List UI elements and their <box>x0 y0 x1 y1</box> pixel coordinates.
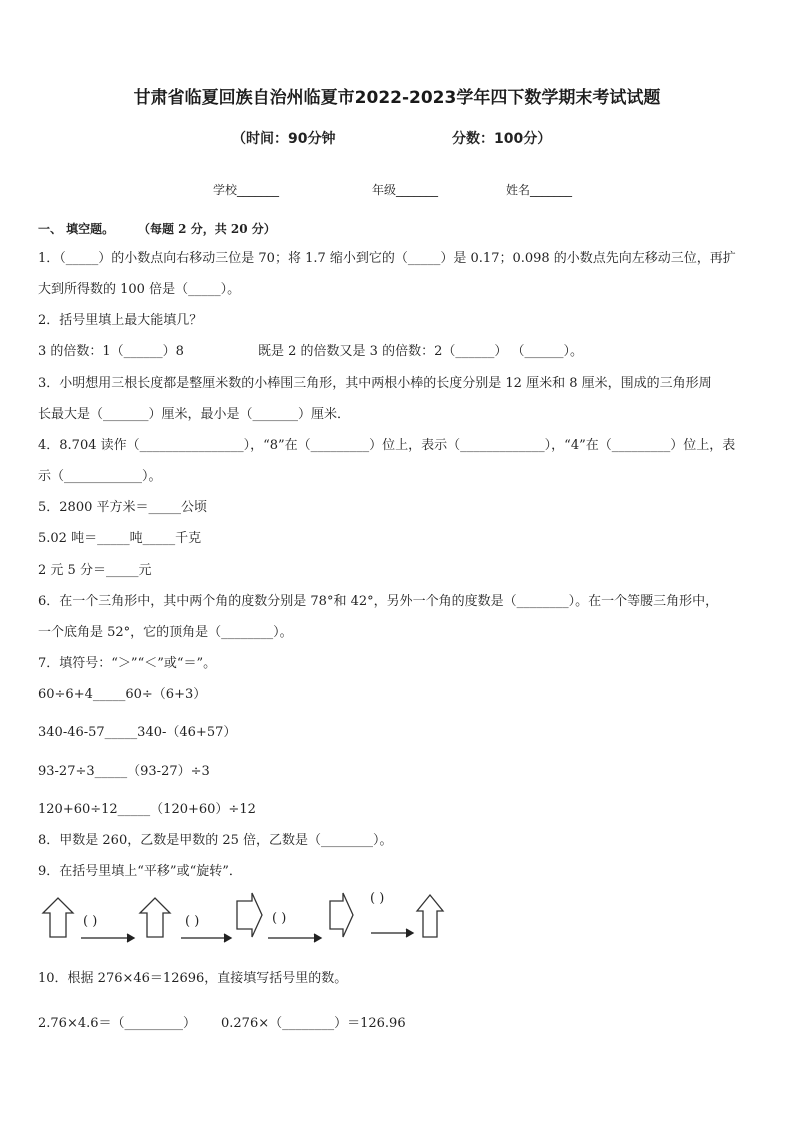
section-heading: 一、 填空题。 <box>38 222 115 236</box>
grade-field: 年级_______ <box>372 183 439 197</box>
right-arrow-head-3 <box>314 934 321 942</box>
page-title: 甘肃省临夏回族自治州临夏市2022-2023学年四下数学期末考试试题 <box>133 88 661 108</box>
question-2-part-a: 3 的倍数：1（______）8 <box>38 344 184 359</box>
question-5-line-1: 5．2800 平方米＝_____公顷 <box>38 500 207 515</box>
question-6-line-2: 一个底角是 52°，它的顶角是（________）。 <box>38 625 293 640</box>
question-7-item-1: 60÷6+4_____60÷（6+3） <box>38 687 207 702</box>
question-4-line-1: 4．8.704 读作（________________），“8”在（_________）位上，表示（_____________），“4”在（_________）位上，表 <box>38 438 736 453</box>
question-7-item-2: 340-46-57_____340-（46+57） <box>38 725 237 740</box>
question-2: 2．括号里填上最大能填几？ <box>38 313 203 328</box>
question-2-part-b: 既是 2 的倍数又是 3 的倍数：2（______） （______）。 <box>258 344 583 359</box>
question-10-part-a: 2.76×4.6＝（_________） <box>38 1016 197 1031</box>
right-arrow-head-1 <box>127 934 134 942</box>
q9-blank-1: ( ) <box>83 914 98 929</box>
question-7-item-4: 120+60÷12_____（120+60）÷12 <box>38 802 256 817</box>
exam-time: （时间：90分钟 <box>232 131 336 147</box>
name-field: 姓名_______ <box>506 183 573 197</box>
q9-blank-2: ( ) <box>185 914 200 929</box>
question-5-line-3: 2 元 5 分＝_____元 <box>38 563 152 578</box>
right-arrow-head-4 <box>406 929 413 937</box>
question-9: 9．在括号里填上“平移”或“旋转”． <box>38 864 242 879</box>
exam-score: 分数：100分） <box>452 131 552 147</box>
question-3-line-1: 3．小明想用三根长度都是整厘米数的小棒围三角形，其中两根小棒的长度分别是 12 厘米和 8 厘米，围成的三角形周 <box>38 376 712 391</box>
transform-figure <box>38 885 458 947</box>
right-arrow-shape-2 <box>330 893 353 937</box>
up-arrow-shape-2 <box>140 898 170 937</box>
up-arrow-shape-1 <box>43 898 73 937</box>
question-6-line-1: 6．在一个三角形中，其中两个角的度数分别是 78°和 42°，另外一个角的度数是（________）。在一个等腰三角形中， <box>38 594 719 609</box>
question-4-line-2: 示（____________）。 <box>38 469 162 484</box>
school-field: 学校_______ <box>213 183 280 197</box>
question-7-item-3: 93-27÷3_____（93-27）÷3 <box>38 764 210 779</box>
question-8: 8．甲数是 260，乙数是甲数的 25 倍，乙数是（________）。 <box>38 833 393 848</box>
question-1-line-1: 1．（_____）的小数点向右移动三位是 70；将 1.7 缩小到它的（_____）是 0.17；0.098 的小数点先向左移动三位，再扩 <box>38 251 736 266</box>
question-3-line-2: 长最大是（_______）厘米，最小是（_______）厘米． <box>38 407 351 422</box>
right-arrow-head-2 <box>224 934 231 942</box>
q9-blank-3: ( ) <box>272 911 287 926</box>
question-10: 10．根据 276×46＝12696，直接填写括号里的数。 <box>38 971 348 986</box>
question-10-part-b: 0.276×（________）＝126.96 <box>221 1016 406 1031</box>
question-1-line-2: 大到所得数的 100 倍是（_____）。 <box>38 282 241 297</box>
q9-blank-4: ( ) <box>370 891 385 906</box>
question-7: 7．填符号：“＞”“＜”或“＝”。 <box>38 656 217 671</box>
question-5-line-2: 5.02 吨＝_____吨_____千克 <box>38 531 202 546</box>
right-arrow-shape-1 <box>237 893 262 937</box>
up-arrow-shape-3 <box>417 895 443 937</box>
section-points: （每题 2 分，共 20 分） <box>138 222 276 236</box>
